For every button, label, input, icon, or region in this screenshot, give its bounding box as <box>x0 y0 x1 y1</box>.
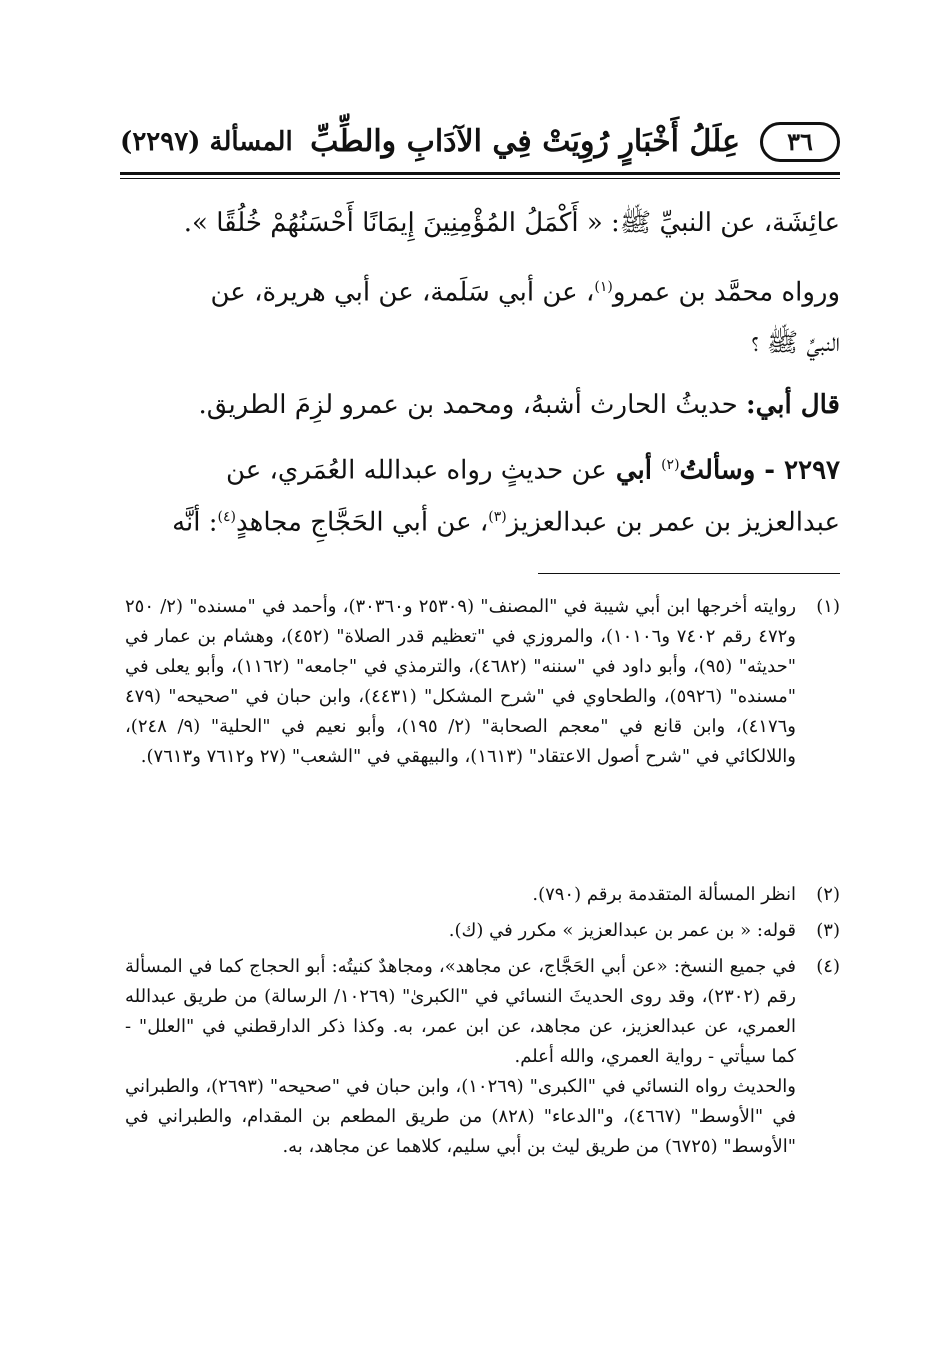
narration-text: عبدالعزيز بن عمر بن عبدالعزيز <box>506 507 840 538</box>
footnote-ref-3[interactable]: (٣) <box>488 509 507 525</box>
main-line-5 <box>226 450 840 486</box>
footnote-separator <box>538 573 840 574</box>
question-number: ٢٢٩٧ - وسألتُ <box>679 455 840 486</box>
main-line-4 <box>199 390 841 420</box>
narration-text: عن حديثٍ رواه عبدالله العُمَري، عن <box>225 455 607 486</box>
main-line-6 <box>172 502 840 538</box>
narration-text: ، عن أبي سَلَمة، عن أبي هريرة، عن <box>210 277 595 308</box>
header-rule-thick <box>120 172 840 175</box>
speaker-label: أبي <box>606 455 662 486</box>
footnote-text: روايته أخرجها ابن أبي شيبة في "المصنف" (٢٥٣٠٩ و٣٠٣٦٠)، وأحمد في "مسنده" (٢/ ٢٥٠ و٤٧٢ رقم ٧٤٠٢ و١٠١٠٦)، والمروزي في "تعظيم قدر الصلاة" (٤٥٢)، وهشام بن عمار في "حديثه" (٩٥)، وأبو داود في "سننه" (٤٦٨٢)، والترمذي في "جامعه" (١١٦٢)، وأبو يعلى في "مسنده" (٥٩٢٦)، والطحاوي في "شرح المشكل" (٤٤٣١)، وابن حبان في "صحيحه" (٤٧٩ و٤١٧٦)، وابن قانع في "معجم الصحابة" (٢/ ١٩٥)، وأبو نعيم في "الحلية" (٩/ ٢٤٨)، واللالكائي في "شرح أصول الاعتقاد" (١٦١٣)، والبيهقي في "الشعب" (٢٧ و٧٦١٢ و٧٦١٣). <box>125 596 797 767</box>
masala-number: المسألة (٢٢٩٧) <box>120 127 293 157</box>
footnote-text: قوله: « بن عمر بن عبدالعزيز » مكرر في (ك). <box>448 920 796 941</box>
footnote-3 <box>125 916 840 946</box>
footnote-1 <box>125 592 840 772</box>
narration-text: النبيِّ ﷺ ؟ <box>751 328 840 358</box>
main-text <box>125 200 840 540</box>
footnote-2 <box>125 880 840 910</box>
footnote-number: (٤) <box>816 956 840 977</box>
footnote-text: في جميع النسخ: «عن أبي الحَجَّاج، عن مجاهد»، ومجاهدٌ كنيتُه: أبو الحجاج كما في المسألة رقم (٢٣٠٢)، وقد روى الحديثَ النسائي في "الكبرىٰ" (١٠٢٦٩/ الرسالة) من طريق عبدالله العمري، عن عبدالعزيز، عن مجاهد، عن ابن عمر، به. وكذا ذكر الدارقطني في "العلل" - كما سيأتي - رواية العمري، والله أعلم. <box>125 956 796 1067</box>
page-number: ٣٦ <box>760 122 840 162</box>
main-line-3 <box>751 328 840 358</box>
footnote-text: والحديث رواه النسائي في "الكبرى" (١٠٢٦٩)، وابن حبان في "صحيحه" (٢٦٩٣)، والطبراني في "الأوسط" (٤٦٦٧)، و"الدعاء" (٨٢٨) من طريق المطعم بن المقدام، والطبراني في "الأوسط" (٦٧٢٥) من طريق ليث بن أبي سليم، كلاهما عن مجاهد، به. <box>125 1076 797 1157</box>
main-line-2 <box>211 272 840 308</box>
narration-text: ورواه محمَّد بن عمرو <box>612 277 840 308</box>
footnote-number: (١) <box>816 596 840 617</box>
book-title: عِلَلُ أَخْبَارٍ رُوِيَتْ فِي الآدَابِ والطِّبِّ <box>310 124 740 159</box>
main-line-1 <box>184 208 840 238</box>
footnote-4 <box>125 952 840 1162</box>
narration-text: ، عن أبي الحَجَّاجِ مجاهدٍ <box>235 507 489 538</box>
footnote-number: (٣) <box>816 920 840 941</box>
narration-text: : أنَّه <box>172 507 218 538</box>
footnote-ref-4[interactable]: (٤) <box>217 509 236 525</box>
hadith-text: عائِشَة، عن النبيِّ ﷺ: « أَكْمَلُ المُؤْمِنِينَ إِيمَانًا أَحْسَنُهُمْ خُلُقًا ». <box>183 208 840 238</box>
footnote-ref-2[interactable]: (٢) <box>661 457 680 473</box>
page-header <box>120 118 840 170</box>
narration-text: حديثُ الحارث أشبهُ، ومحمد بن عمرو لزِمَ الطريق. <box>198 390 746 420</box>
footnote-text: انظر المسألة المتقدمة برقم (٧٩٠). <box>532 884 796 905</box>
footnote-number: (٢) <box>816 884 840 905</box>
speaker-label: قال أبي: <box>745 390 840 420</box>
footnote-ref-1[interactable]: (١) <box>594 279 613 295</box>
header-rule-thin <box>120 178 840 179</box>
